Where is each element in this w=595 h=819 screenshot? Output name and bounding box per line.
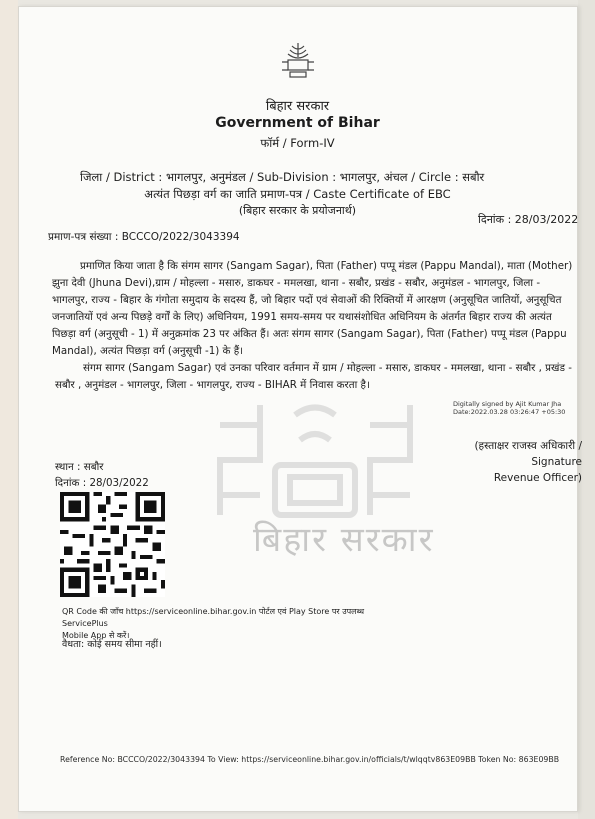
form-number: फॉर्म / Form-IV xyxy=(260,136,335,150)
residence-paragraph: संगम सागर (Sangam Sagar) एवं उनका परिवार वर्तमान में ग्राम / मोहल्ला - मसारु, डाकघर - ममलखा, थाना - सबौर , प्रखंड - सबौर , अनुमंडल - भागलपुर, जिला - भागलपुर, राज्य - BIHAR में निवास करता है। xyxy=(55,362,572,391)
qr-code xyxy=(60,492,165,597)
digital-signature-date: Date:2022.03.28 03:26:47 +05:30 xyxy=(453,408,566,416)
certificate-subtitle: (बिहार सरकार के प्रयोजनार्थ) xyxy=(238,204,357,217)
signature-label: (हस्ताक्षर राजस्व अधिकारी / Signature xyxy=(474,440,582,468)
digital-signature-name: Digitally signed by Ajit Kumar Jha xyxy=(453,400,562,408)
place-date: दिनांक : 28/03/2022 xyxy=(55,477,149,489)
watermark-text: बिहार सरकार xyxy=(253,520,435,560)
govt-title-hindi: बिहार सरकार xyxy=(265,99,330,114)
signature-role: Revenue Officer) xyxy=(493,472,582,484)
certificate-number: प्रमाण-पत्र संख्या : BCCCO/2022/3043394 xyxy=(48,231,240,243)
issue-date: दिनांक : 28/03/2022 xyxy=(478,213,579,226)
place: स्थान : सबौर xyxy=(55,461,104,473)
validity: वैधता: कोई समय सीमा नहीं। xyxy=(62,639,162,650)
reference-footer: Reference No: BCCCO/2022/3043394 To View: https://serviceonline.bihar.gov.in/officials/t/wlqqtv863E09BB Token No: 863E09BB xyxy=(60,755,560,764)
qr-note-line2: Mobile App से करें। xyxy=(62,631,130,640)
district-line: जिला / District : भागलपुर, अनुमंडल / Sub-Division : भागलपुर, अंचल / Circle : सबौर xyxy=(80,170,485,184)
certification-paragraph: प्रमाणित किया जाता है कि संगम सागर (Sangam Sagar), पिता (Father) पप्पू मंडल (Pappu Mandal), माता (Mother) झुना देवी (Jhuna Devi),ग्राम / मोहल्ला - मसारु, डाकघर - ममलखा, थाना - सबौर, प्रखंड - सबौर, अनुमंडल - भागलपुर, जिला - भागलपुर, राज्य - बिहार के गंगोता समुदाय के सदस्य हैं, जो बिहार पदों एवं सेवाओं की रिक्तियों में आरक्षण (अनुसूचित जातियों, अनुसूचित जनजातियों एवं अन्य पिछड़े वर्गों के लिए) अधिनियम, 1991 समय-समय पर यथासंशोधित अधिनियम के अंतर्गत बिहार राज्य की अत्यंत पिछड़ा वर्ग (अनुसूची - 1) में अनुक्रमांक 23 पर अंकित हैं। अतः संगम सागर (Sangam Sagar), पिता (Father) पप्पू मंडल (Pappu Mandal), अत्यंत पिछड़ा वर्ग (अनुसूची -1) के हैं। xyxy=(52,260,573,357)
signature-block xyxy=(424,438,582,486)
govt-title-english: Government of Bihar xyxy=(215,115,380,131)
certificate-title: अत्यंत पिछड़ा वर्ग का जाति प्रमाण-पत्र / Caste Certificate of EBC xyxy=(144,187,451,201)
digital-signature xyxy=(453,400,565,416)
watermark-emblem xyxy=(200,395,430,595)
qr-note-line1: QR Code की जाँच https://serviceonline.bihar.gov.in पोर्टल एवं Play Store पर उपलब्ध ServicePlus xyxy=(62,607,365,628)
bihar-emblem-icon xyxy=(278,40,318,82)
